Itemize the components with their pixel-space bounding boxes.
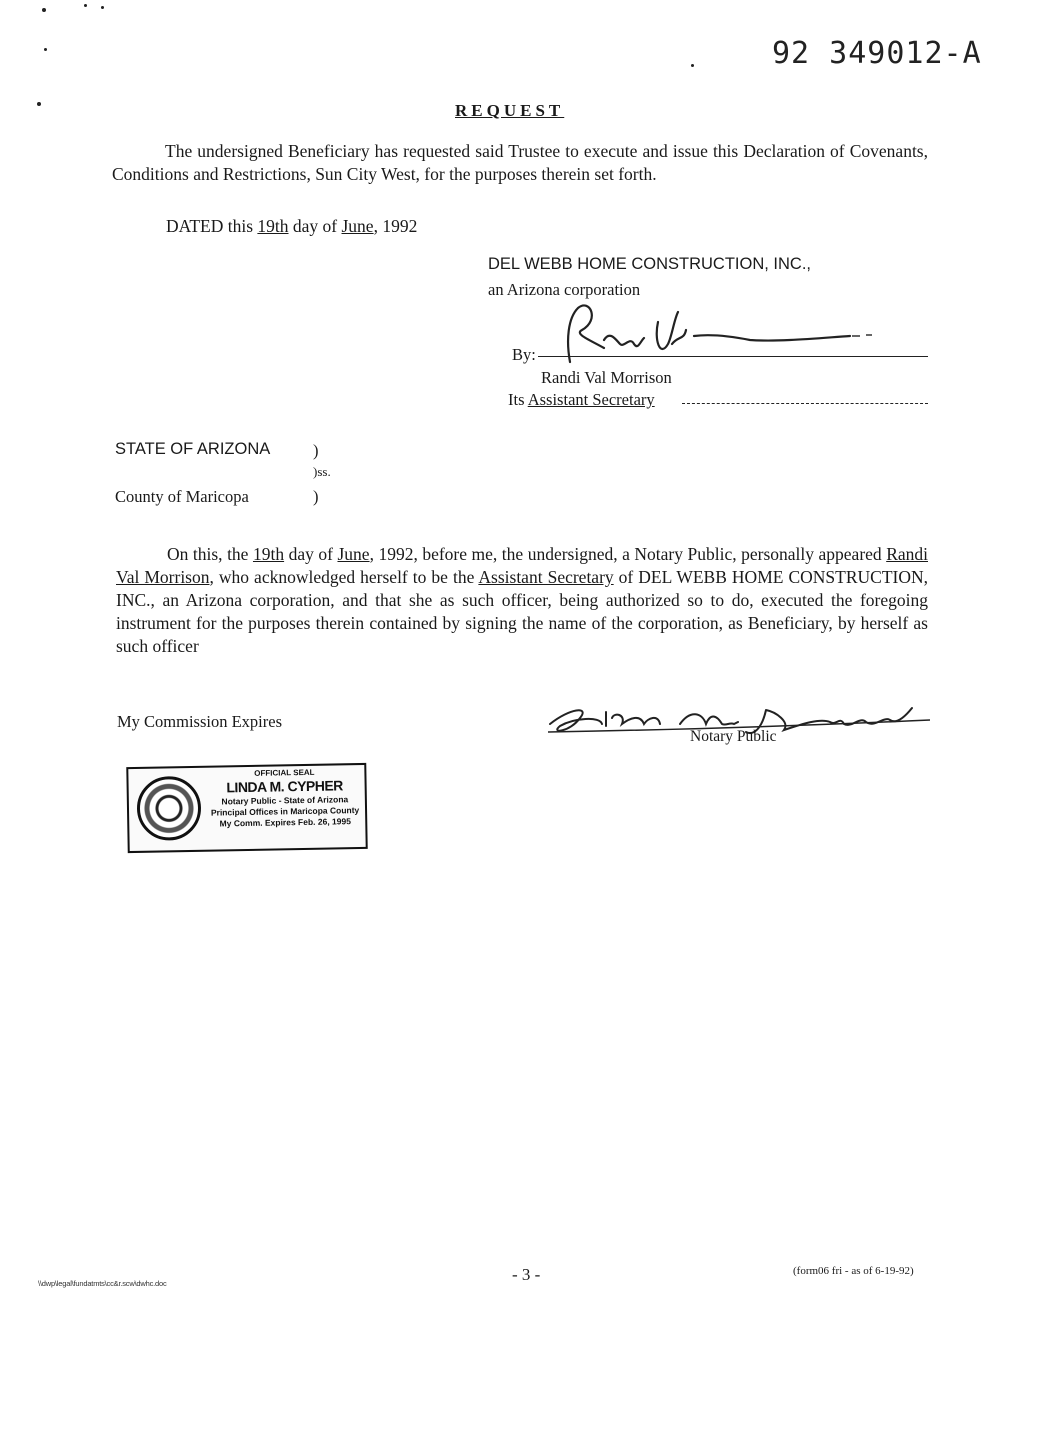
seal-notary-name: LINDA M. CYPHER — [226, 777, 343, 796]
footer-file-path: \\dwp\legal\fundatmts\cc&r.scw\dwhc.doc — [38, 1279, 167, 1288]
request-heading: REQUEST — [455, 101, 565, 120]
seal-line-2: Principal Offices in Maricopa County — [210, 805, 360, 818]
beneficiary-signature — [560, 300, 890, 370]
ack-text-2: day of — [284, 544, 338, 564]
venue-ss: )ss. — [313, 464, 331, 479]
scan-speck — [37, 102, 41, 106]
ack-title: Assistant Secretary — [478, 567, 614, 587]
seal-text — [206, 767, 363, 830]
notary-public-label: Notary Public — [690, 728, 777, 745]
title-line — [682, 403, 928, 404]
seal-official: OFFICIAL SEAL — [254, 767, 315, 778]
scan-speck — [84, 4, 87, 7]
scan-speck — [691, 64, 694, 67]
document-number: 92 349012-A — [772, 36, 982, 71]
scan-speck — [42, 8, 46, 12]
dated-comma: , — [373, 216, 383, 236]
venue-paren: ) — [313, 441, 319, 460]
form-reference: (form06 fri - as of 6-19-92) — [793, 1265, 914, 1277]
seal-line-1: Notary Public - State of Arizona — [221, 794, 349, 807]
by-label: By: — [512, 345, 536, 364]
scan-speck — [44, 48, 47, 51]
dated-month: June — [341, 216, 374, 236]
dated-prefix: DATED this — [166, 216, 258, 236]
company-name: DEL WEBB HOME CONSTRUCTION, INC., — [488, 255, 811, 273]
ack-day: 19th — [252, 544, 285, 564]
company-description: an Arizona corporation — [488, 280, 641, 299]
state-seal-emblem-icon — [136, 776, 201, 841]
ack-text-4: , who acknowledged herself to be the — [209, 567, 479, 587]
page-number: - 3 - — [512, 1265, 541, 1284]
ack-month: June — [337, 544, 370, 564]
signer-name: Randi Val Morrison — [541, 368, 672, 387]
dated-middle: day of — [288, 216, 342, 236]
seal-line-3: My Comm. Expires Feb. 26, 1995 — [219, 816, 352, 829]
notary-seal — [126, 763, 367, 853]
acknowledgment-paragraph — [116, 543, 928, 658]
dated-line — [166, 216, 417, 237]
state-label: STATE OF ARIZONA — [115, 440, 271, 458]
commission-expires-label: My Commission Expires — [117, 712, 283, 731]
scan-speck — [101, 6, 104, 9]
ack-text-5: of DEL WEBB HOME CONSTRUCTION, INC., an Arizona corporation, and that she as such officer, being authorized so to do, executed the foregoing instrument for the purposes therein contained by signing the name of the corporation, as Beneficiary, by herself as such officer — [116, 567, 928, 656]
signer-title-line — [508, 390, 655, 410]
title-prefix: Its — [508, 390, 528, 409]
dated-day: 19th — [257, 216, 289, 236]
venue-paren: ) — [313, 487, 319, 506]
ack-text-3: , 1992, before me, the undersigned, a Notary Public, personally appeared — [369, 544, 887, 564]
signer-title: Assistant Secretary — [527, 390, 655, 409]
ack-name: Randi Val Morrison — [116, 544, 928, 587]
county-label: County of Maricopa — [115, 487, 249, 506]
request-paragraph: The undersigned Beneficiary has requested said Trustee to execute and issue this Declaration of Covenants, Conditions and Restrictions, Sun City West, for the purposes therein set forth. — [112, 141, 928, 184]
ack-text-1: On this, the — [167, 544, 253, 564]
dated-year: 1992 — [382, 216, 418, 236]
